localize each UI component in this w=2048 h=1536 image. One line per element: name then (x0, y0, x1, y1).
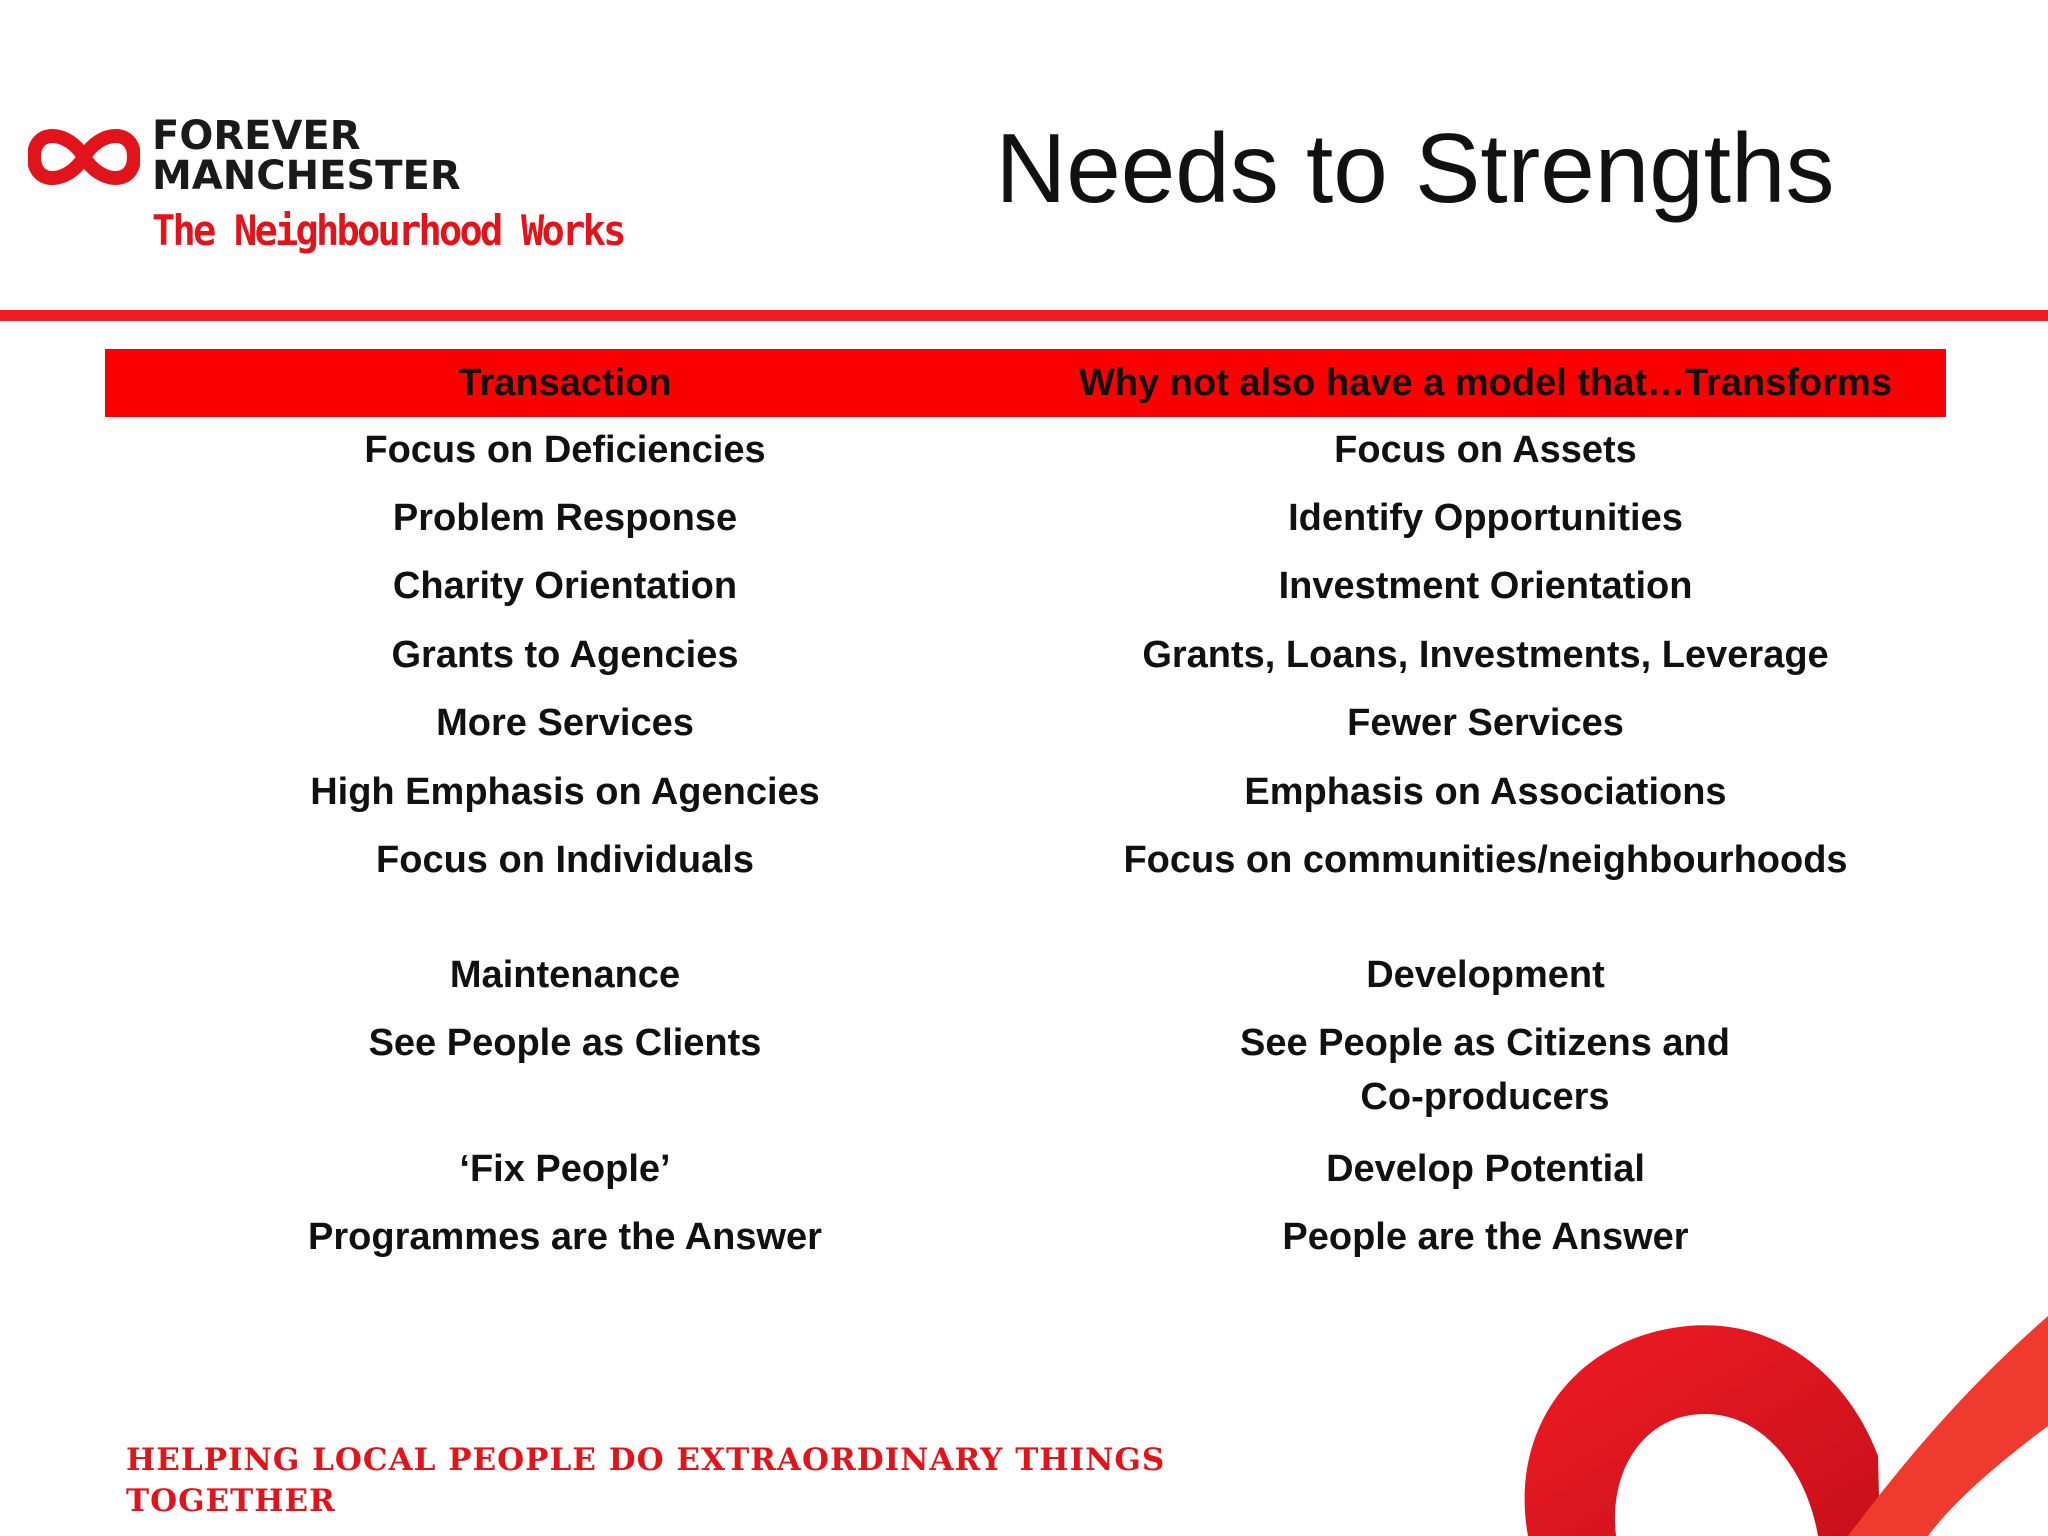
cell-transforms: See People as Citizens and Co-producers (1240, 1022, 1730, 1118)
cell-transforms: Fewer Services (1347, 702, 1624, 744)
cell-transaction: Programmes are the Answer (308, 1216, 822, 1258)
logo-text-manchester: MANCHESTER (152, 153, 461, 199)
cell-transforms: Focus on communities/neighbourhoods (1123, 839, 1848, 881)
forever-manchester-logo (28, 112, 624, 262)
table-header (105, 349, 1946, 417)
header-transforms: Why not also have a model that…Transforms (1079, 362, 1892, 404)
cell-transforms: Develop Potential (1326, 1148, 1645, 1190)
cell-transaction: Charity Orientation (392, 565, 738, 607)
cell-transaction: Problem Response (392, 497, 738, 539)
cell-transforms: Emphasis on Associations (1244, 771, 1727, 813)
footer-line-2: TOGETHER (126, 1483, 336, 1519)
footer-slogan (126, 1440, 1326, 1522)
footer-line-1: HELPING LOCAL PEOPLE DO EXTRAORDINARY THINGS (126, 1442, 1166, 1478)
cell-transaction: Focus on Individuals (376, 839, 754, 881)
cell-transaction: ‘Fix People’ (459, 1148, 671, 1190)
cell-transaction: Maintenance (449, 954, 681, 996)
cell-transaction: Focus on Deficiencies (364, 429, 766, 471)
cell-transaction: See People as Clients (368, 1022, 762, 1064)
cell-transforms: Grants, Loans, Investments, Leverage (1142, 634, 1829, 676)
logo-text-forever: FOREVER (152, 113, 361, 159)
slide-title: Needs to Strengths (995, 113, 1835, 223)
cell-transaction: High Emphasis on Agencies (310, 771, 820, 813)
header-transaction: Transaction (458, 362, 672, 404)
cell-transaction: More Services (436, 702, 694, 744)
heart-swoosh-icon (1488, 1276, 2048, 1536)
cell-transforms: Identify Opportunities (1288, 497, 1683, 539)
logo-tagline: The Neighbourhood Works (152, 206, 624, 255)
cell-transaction: Grants to Agencies (391, 634, 739, 676)
cell-transforms: Focus on Assets (1334, 429, 1637, 471)
divider-rule (0, 310, 2048, 321)
cell-transforms: Investment Orientation (1278, 565, 1693, 607)
cell-transforms: Development (1366, 954, 1605, 996)
cell-transforms: People are the Answer (1282, 1216, 1689, 1258)
heart-loop-icon (28, 116, 140, 198)
